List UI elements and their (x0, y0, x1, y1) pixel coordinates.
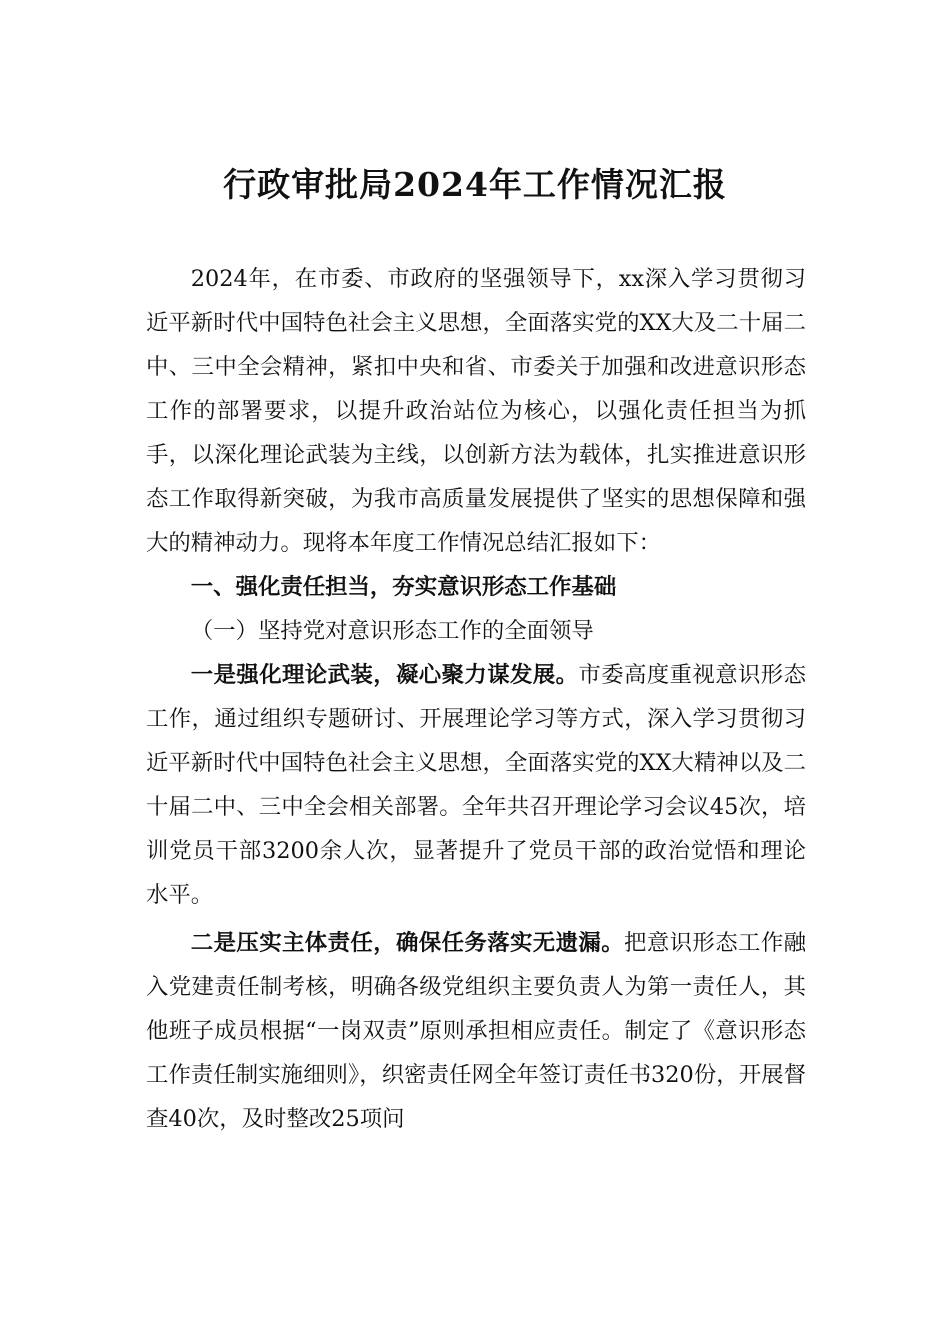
point-text-1: 市委高度重视意识形态工作，通过组织专题研讨、开展理论学习等方式，深入学习贯彻习近平新时代中国特色社会主义思想，全面落实党的XX大精神以及二十届二中、三中全会相关部署。全年共召开理论学习会议45次，培训党员干部3200余人次，显著提升了党员干部的政治觉悟和理论水平。 (146, 662, 807, 908)
point-text-2: 把意识形态工作融入党建责任制考核，明确各级党组织主要负责人为第一责任人，其他班子成员根据“一岗双责”原则承担相应责任。制定了《意识形态工作责任制实施细则》，织密责任网全年签订责任书320份，开展督查40次，及时整改25项问 (146, 930, 807, 1132)
point-lead-1: 一是强化理论武装，凝心聚力谋发展。 (190, 662, 579, 688)
point-paragraph-2 (146, 921, 806, 1141)
section-heading-1: 一、强化责任担当，夯实意识形态工作基础 (190, 574, 617, 600)
intro-paragraph: 2024年，在市委、市政府的坚强领导下，xx深入学习贯彻习近平新时代中国特色社会主义思想，全面落实党的XX大及二十届二中、三中全会精神，紧扣中央和省、市委关于加强和改进意识形态工作的部署要求，以提升政治站位为核心，以强化责任担当为抓手，以深化理论武装为主线，以创新方法为载体，扎实推进意识形态工作取得新突破，为我市高质量发展提供了坚实的思想保障和强大的精神动力。现将本年度工作情况总结汇报如下： (146, 266, 806, 556)
document-title: 行政审批局2024年工作情况汇报 (223, 165, 727, 204)
point-paragraph-1 (146, 653, 806, 917)
subsection-heading-1: （一）坚持党对意识形态工作的全面领导 (190, 618, 594, 644)
document-body (146, 257, 806, 1141)
point-lead-2: 二是压实主体责任，确保任务落实无遗漏。 (190, 930, 625, 956)
